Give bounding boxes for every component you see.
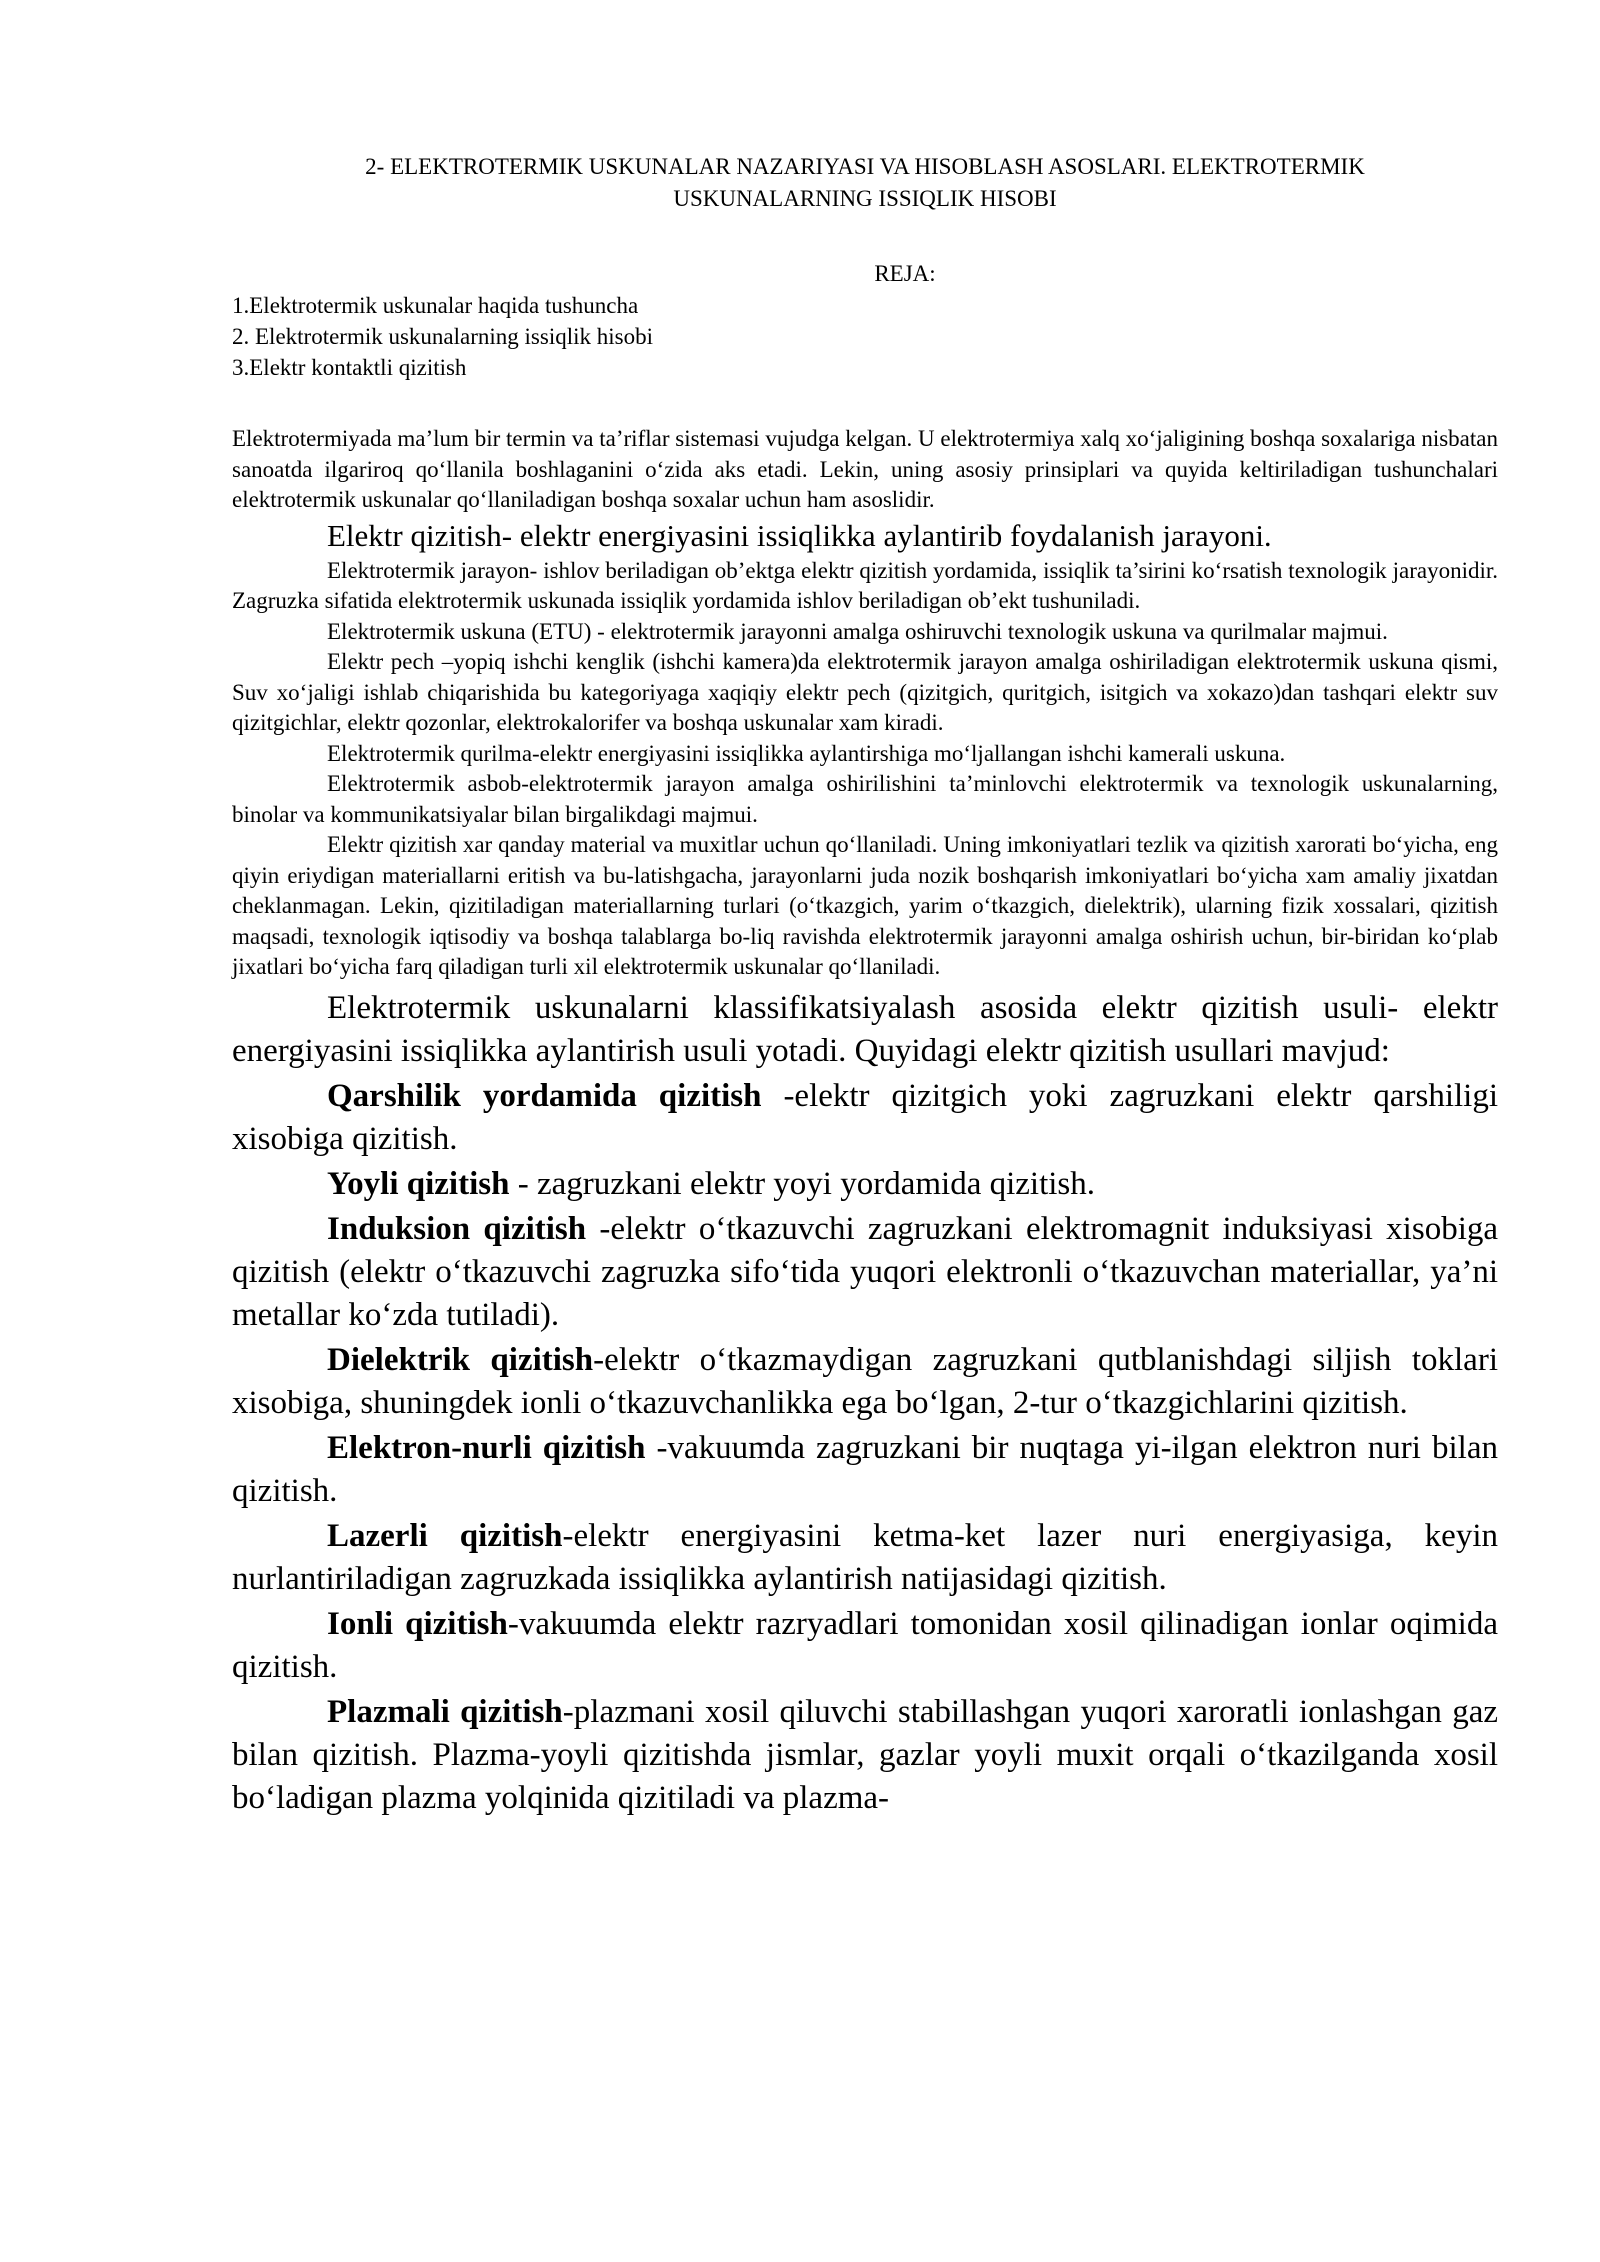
method-paragraph	[232, 1427, 1498, 1513]
plan-heading-text: REJA:	[874, 261, 936, 286]
definition-paragraph: Elektr qizitish- elektr energiyasini issiqlikka aylantirib foydalanish jarayoni.	[327, 517, 1272, 553]
title-line-2: USKUNALARNING ISSIQLIK HISOBI	[673, 186, 1057, 211]
paragraph-process: Elektrotermik jarayon- ishlov beriladigan ob’ektga elektr qizitish yordamida, issiqlik ta’sirini ko‘rsatish texnologik jarayonidir. Zagruzka sifatida elektrotermik uskunada issiqlik yordamida ishlov beriladigan ob’ekt tushuniladi.	[232, 557, 1498, 613]
method-text: -elektr o‘tkazmaydigan zagruzkani qutblanishdagi siljish toklari xisobiga, shuningdek ionli o‘tkazuvchanlikka ega bo‘lgan, 2-tur o‘tkazgichlarini qizitish.	[232, 1341, 1498, 1421]
method-text: -elektr energiyasini ketma-ket lazer nuri energiyasiga, keyin nurlantiriladigan zagruzkada issiqlikka aylantirish natijasidagi qizitish.	[232, 1517, 1498, 1597]
body-text	[232, 424, 1498, 1820]
method-paragraph	[232, 1208, 1498, 1337]
plan-item: 3.Elektr kontaktli qizitish	[232, 355, 467, 380]
paragraph-etu: Elektrotermik uskuna (ETU) - elektrotermik jarayonni amalga oshiruvchi texnologik uskuna va qurilmalar majmui.	[327, 618, 1388, 644]
method-text: - zagruzkani elektr yoyi yordamida qizitish.	[509, 1165, 1096, 1202]
method-text: -plazmani xosil qiluvchi stabillashgan yuqori xaroratli ionlashgan gaz bilan qizitish. Plazma-yoyli qizitishda jismlar, gazlar yoyli muxit orqali o‘tkazilganda xosil bo‘ladigan plazma yolqinida qizitiladi va plazma-	[232, 1693, 1498, 1816]
paragraph-applications: Elektr qizitish xar qanday material va muxitlar uchun qo‘llaniladi. Uning imkoniyatlari tezlik va qizitish xarorati bo‘yicha, eng qiyin eriydigan materiallarni eritish va bu-latishgacha, jarayonlarni juda nozik boshqarish imkoniyatlari bo‘yicha xam amaliy jixatdan cheklanmagan. Lekin, qizitiladigan materiallarning turlari (o‘tkazgich, yarim o‘tkazgich, dielektrik), ularning fizik xossalari, qizitish maqsadi, texnologik iqtisodiy va boshqa talablarga bo-liq ravishda elektrotermik jarayonni amalga oshirish uchun, bir-biridan ko‘plab jixatlari bo‘yicha farq qiladigan turli xil elektrotermik uskunalar qo‘llaniladi.	[232, 832, 1498, 979]
method-paragraph	[232, 1603, 1498, 1689]
plan-heading	[232, 258, 1498, 290]
method-term: Plazmali qizitish	[327, 1693, 563, 1730]
paragraph-pech: Elektr pech –yopiq ishchi kenglik (ishchi kamera)da elektrotermik jarayon amalga oshiriladigan elektrotermik uskuna qismi, Suv xo‘jaligi ishlab chiqarishida bu kategoriyaga xaqiqiy elektr pech (qizitgich, quritgich, isitgich va xokazo)dan tashqari elektr suv qizitgichlar, elektr qozonlar, elektrokalorifer va boshqa uskunalar xam kiradi.	[232, 649, 1498, 735]
method-paragraph	[232, 1339, 1498, 1425]
plan-item: 2. Elektrotermik uskunalarning issiqlik hisobi	[232, 324, 653, 349]
method-paragraph	[232, 1691, 1498, 1820]
method-paragraph	[232, 1515, 1498, 1601]
method-term: Qarshilik yordamida qizitish	[327, 1077, 762, 1114]
method-text: -elektr qizitgich yoki zagruzkani elektr qarshiligi xisobiga qizitish.	[232, 1077, 1498, 1157]
method-paragraph	[232, 1075, 1498, 1161]
plan-list	[232, 290, 653, 383]
plan-item: 1.Elektrotermik uskunalar haqida tushuncha	[232, 293, 639, 318]
method-term: Yoyli qizitish	[327, 1165, 510, 1202]
method-term: Elektron-nurli qizitish	[327, 1429, 646, 1466]
document-title	[232, 151, 1498, 215]
method-text: -vakuumda elektr razryadlari tomonidan xosil qilinadigan ionlar oqimida qizitish.	[232, 1605, 1498, 1685]
intro-paragraph: Elektrotermiyada ma’lum bir termin va ta’riflar sistemasi vujudga kelgan. U elektrotermiya xalq xo‘jaligining boshqa soxalariga nisbatan sanoatda ilgariroq qo‘llanila boshlaganini o‘zida aks etadi. Lekin, uning asosiy prinsiplari va quyida keltiriladigan tushunchalari elektrotermik uskunalar qo‘llaniladigan boshqa soxalar uchun ham asoslidir.	[232, 426, 1498, 512]
method-term: Induksion qizitish	[327, 1210, 587, 1247]
method-text: -elektr o‘tkazuvchi zagruzkani elektromagnit induksiyasi xisobiga qizitish (elektr o‘tkazuvchi zagruzka sifo‘tida yuqori elektronli o‘tkazuvchan materiallar, ya’ni metallar ko‘zda tutiladi).	[232, 1210, 1499, 1333]
paragraph-qurilma: Elektrotermik qurilma-elektr energiyasini issiqlikka aylantirshiga mo‘ljallangan ishchi kamerali uskuna.	[327, 740, 1286, 766]
classification-paragraph: Elektrotermik uskunalarni klassifikatsiyalash asosida elektr qizitish usuli- elektr energiyasini issiqlikka aylantirish usuli yotadi. Quyidagi elektr qizitish usullari mavjud:	[232, 989, 1498, 1069]
method-term: Dielektrik qizitish	[327, 1341, 594, 1378]
paragraph-asbob: Elektrotermik asbob-elektrotermik jarayon amalga oshirilishini ta’minlovchi elektrotermik va texnologik uskunalarning, binolar va kommunikatsiyalar bilan birgalikdagi majmui.	[232, 771, 1498, 827]
title-line-1: 2- ELEKTROTERMIK USKUNALAR NAZARIYASI VA HISOBLASH ASOSLARI. ELEKTROTERMIK	[365, 154, 1365, 179]
method-text: -vakuumda zagruzkani bir nuqtaga yi-ilgan elektron nuri bilan qizitish.	[232, 1429, 1498, 1509]
method-term: Ionli qizitish	[327, 1605, 508, 1642]
method-term: Lazerli qizitish	[327, 1517, 563, 1554]
method-paragraph	[232, 1163, 1498, 1206]
